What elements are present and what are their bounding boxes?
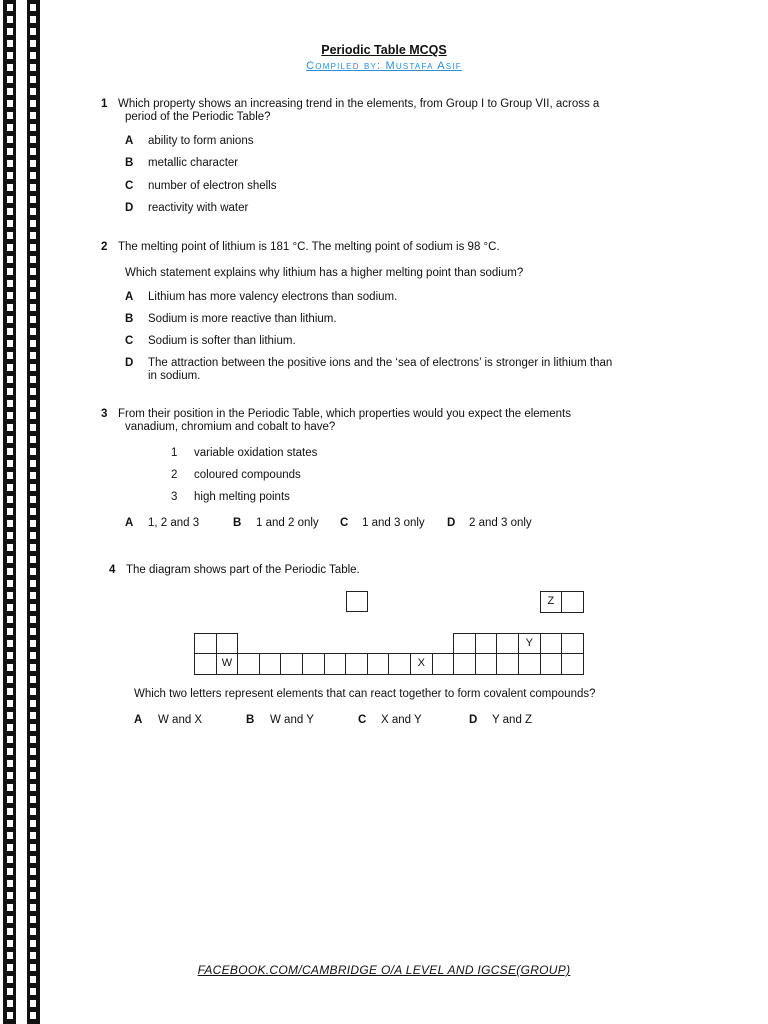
q3-option-a-text: 1, 2 and 3 bbox=[148, 517, 200, 529]
q1-option-b-letter: B bbox=[125, 157, 134, 169]
q3-option-d-letter: D bbox=[447, 517, 456, 529]
periodic-table-cell bbox=[194, 653, 217, 675]
periodic-table-cell bbox=[453, 633, 476, 655]
periodic-table-cell bbox=[194, 633, 217, 655]
q3-statement-2-num: 2 bbox=[171, 469, 178, 481]
q1-number: 1 bbox=[101, 98, 108, 110]
periodic-table-cell bbox=[259, 653, 282, 675]
periodic-table-cell bbox=[561, 653, 584, 675]
periodic-table-cell bbox=[540, 633, 563, 655]
periodic-table-cell bbox=[518, 653, 541, 675]
page-title: Periodic Table MCQS bbox=[321, 43, 447, 57]
q4-option-c-letter: C bbox=[358, 714, 367, 726]
q3-option-b-text: 1 and 2 only bbox=[256, 517, 319, 529]
film-strip-border bbox=[0, 0, 44, 1024]
periodic-table-cell bbox=[540, 653, 563, 675]
q3-option-c-letter: C bbox=[340, 517, 349, 529]
periodic-table-cell bbox=[475, 633, 498, 655]
q2-option-b-text: Sodium is more reactive than lithium. bbox=[148, 313, 337, 325]
q4-number: 4 bbox=[109, 564, 116, 576]
q1-option-a-letter: A bbox=[125, 135, 134, 147]
periodic-table-cell bbox=[216, 633, 239, 655]
periodic-table-cell-y: Y bbox=[518, 633, 541, 655]
q3-option-a-letter: A bbox=[125, 517, 134, 529]
q3-option-b-letter: B bbox=[233, 517, 242, 529]
q1-option-d-text: reactivity with water bbox=[148, 202, 249, 214]
q4-option-c-text: X and Y bbox=[381, 714, 422, 726]
q2-option-d-text: The attraction between the positive ions and the ‘sea of electrons’ is stronger in lithium than bbox=[148, 357, 613, 369]
periodic-table-cell bbox=[496, 633, 519, 655]
q2-number: 2 bbox=[101, 241, 108, 253]
q3-option-d-text: 2 and 3 only bbox=[469, 517, 532, 529]
page-footer: FACEBOOK.COM/CAMBRIDGE O/A LEVEL AND IGCSE(GROUP) bbox=[197, 963, 571, 977]
periodic-table-cell bbox=[216, 633, 239, 655]
q2-text: The melting point of lithium is 181 °C. The melting point of sodium is 98 °C. bbox=[118, 241, 500, 253]
periodic-table-cell bbox=[367, 653, 390, 675]
q2-option-d-letter: D bbox=[125, 357, 134, 369]
periodic-table-cell bbox=[194, 633, 217, 655]
q3-statement-3-text: high melting points bbox=[194, 491, 290, 503]
q3-statement-1-text: variable oxidation states bbox=[194, 447, 318, 459]
periodic-table-cell bbox=[280, 653, 303, 675]
periodic-table-cell-z: Z bbox=[540, 591, 563, 613]
q1-option-b-text: metallic character bbox=[148, 157, 239, 169]
q4-prompt: Which two letters represent elements that can react together to form covalent compounds? bbox=[134, 688, 596, 700]
q4-option-a-letter: A bbox=[134, 714, 143, 726]
q3-statement-2-text: coloured compounds bbox=[194, 469, 301, 481]
q4-option-d-letter: D bbox=[469, 714, 478, 726]
periodic-table-cell bbox=[345, 653, 368, 675]
q1-option-a-text: ability to form anions bbox=[148, 135, 254, 147]
periodic-table-cell bbox=[561, 633, 584, 655]
periodic-table-cell-x: X bbox=[410, 653, 433, 675]
periodic-table-cell bbox=[453, 653, 476, 675]
periodic-table-cell bbox=[561, 591, 584, 613]
periodic-table-cell bbox=[496, 653, 519, 675]
periodic-table-cell bbox=[388, 653, 411, 675]
periodic-table-hydrogen-box bbox=[346, 591, 368, 612]
q4-option-d-text: Y and Z bbox=[492, 714, 533, 726]
q4-option-a-text: W and X bbox=[158, 714, 203, 726]
q2-option-c-letter: C bbox=[125, 335, 134, 347]
q2-option-a-letter: A bbox=[125, 291, 134, 303]
q3-text-line2: vanadium, chromium and cobalt to have? bbox=[125, 421, 336, 433]
q1-text-line2: period of the Periodic Table? bbox=[125, 111, 271, 123]
q3-option-c-text: 1 and 3 only bbox=[362, 517, 425, 529]
q2-option-c-text: Sodium is softer than lithium. bbox=[148, 335, 296, 347]
q1-text-line1: Which property shows an increasing trend in the elements, from Group I to Group VII, across a bbox=[118, 98, 600, 110]
q3-statement-3-num: 3 bbox=[171, 491, 178, 503]
periodic-table-cell-w: W bbox=[216, 653, 239, 675]
q3-number: 3 bbox=[101, 408, 108, 420]
page-subtitle: Compiled by: Mustafa Asif bbox=[306, 60, 462, 72]
q1-option-c-letter: C bbox=[125, 180, 134, 192]
q2-option-d-text-cont: in sodium. bbox=[148, 370, 201, 382]
periodic-table-cell bbox=[324, 653, 347, 675]
periodic-table-cell bbox=[432, 653, 455, 675]
periodic-table-cell bbox=[302, 653, 325, 675]
q3-text-line1: From their position in the Periodic Table, which properties would you expect the elements bbox=[118, 408, 571, 420]
q4-option-b-text: W and Y bbox=[270, 714, 314, 726]
q1-option-c-text: number of electron shells bbox=[148, 180, 277, 192]
q3-statement-1-num: 1 bbox=[171, 447, 178, 459]
q2-option-b-letter: B bbox=[125, 313, 134, 325]
q2-option-a-text: Lithium has more valency electrons than sodium. bbox=[148, 291, 398, 303]
periodic-table-cell bbox=[475, 653, 498, 675]
q1-option-d-letter: D bbox=[125, 202, 134, 214]
q4-text: The diagram shows part of the Periodic Table. bbox=[126, 564, 360, 576]
q2-prompt: Which statement explains why lithium has a higher melting point than sodium? bbox=[125, 267, 524, 279]
q4-option-b-letter: B bbox=[246, 714, 255, 726]
periodic-table-cell bbox=[237, 653, 260, 675]
